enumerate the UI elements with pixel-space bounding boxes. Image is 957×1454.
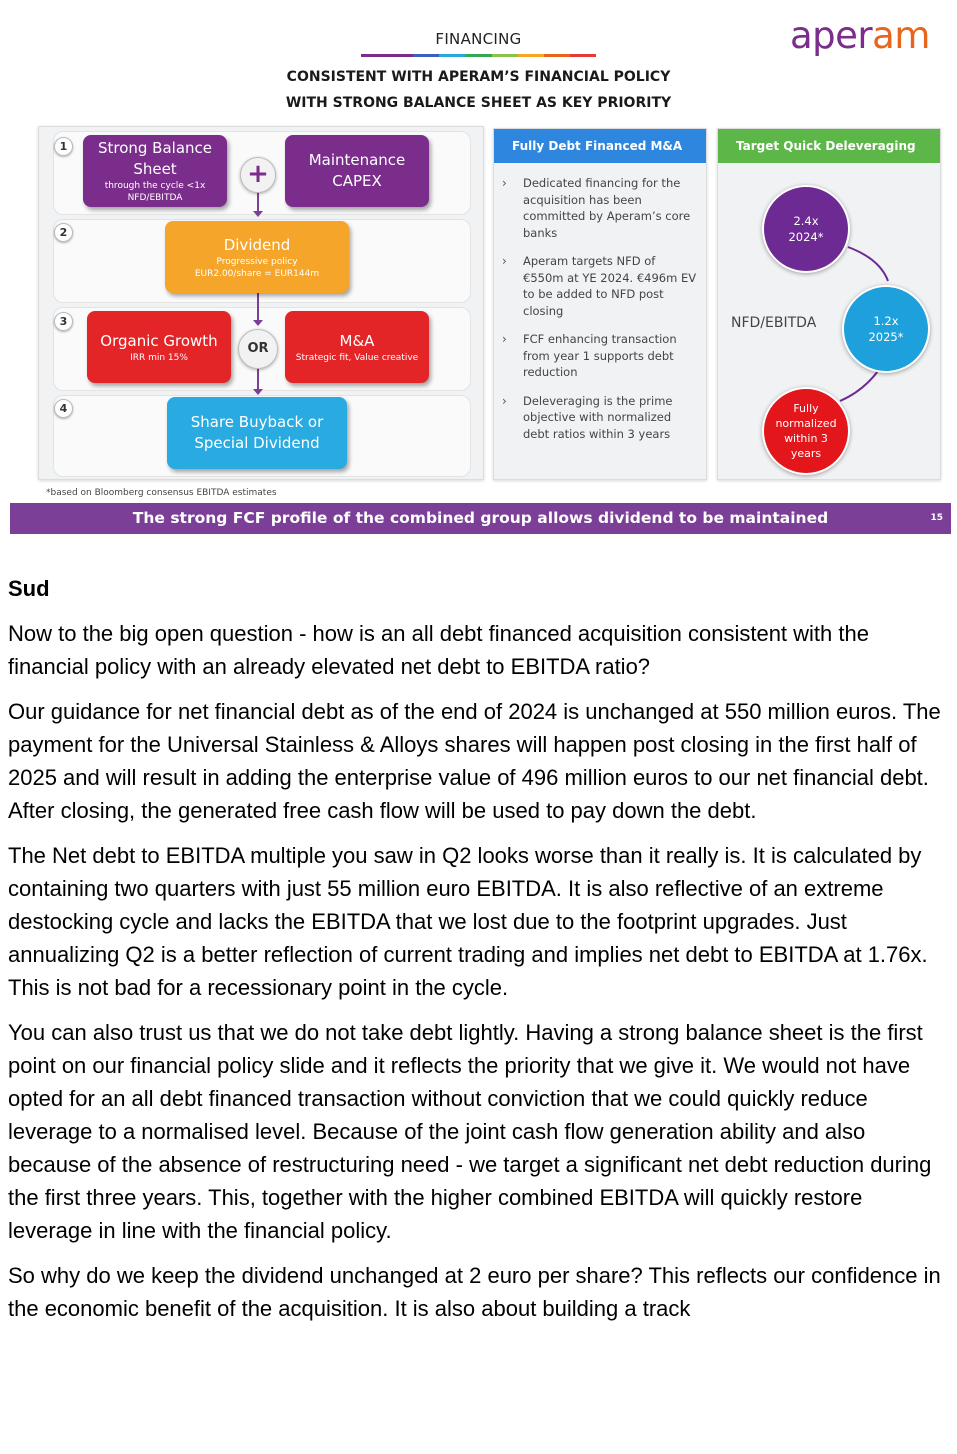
bullet-item: › Dedicated financing for the acquisition has been committed by Aperam’s core banks — [502, 176, 691, 240]
slide-footnote: *based on Bloomberg consensus EBITDA estimates — [46, 488, 277, 498]
transcript-article — [8, 575, 950, 1337]
paragraph-5: So why do we keep the dividend unchanged at 2 euro per share? This reflects our confidence in the economic benefit of the acquisition. It is also about building a track — [8, 1263, 941, 1321]
bottom-banner-text: The strong FCF profile of the combined group allows dividend to be maintained — [132, 509, 829, 527]
financial-policy-panel — [38, 126, 484, 480]
paragraph-2: Our guidance for net financial debt as of the end of 2024 is unchanged at 550 million euros. The payment for the Universal Stainless & Alloys shares will happen post closing in the first half of 2025 and will result in adding the enterprise value of 496 million euros to our net financial debt. After closing, the generated free cash flow will be used to pay down the debt. — [8, 699, 941, 823]
speaker-name: Sud — [8, 576, 50, 601]
or-badge: OR — [238, 329, 278, 369]
dividend-box: Dividend Progressive policy EUR2.00/share = EUR144m — [165, 221, 349, 293]
circle-normalized: Fully normalized within 3 years — [762, 387, 850, 475]
nfd-ebitda-label: NFD/EBITDA — [731, 315, 817, 331]
chevron-right-icon: › — [502, 176, 507, 190]
flow-arrow-icon — [253, 389, 263, 395]
maintenance-capex-box: Maintenance CAPEX — [285, 135, 429, 207]
paragraph-1: Now to the big open question - how is an all debt financed acquisition consistent with the financial policy with an already elevated net debt to EBITDA ratio? — [8, 621, 869, 679]
step-number-1: 1 — [54, 137, 73, 156]
flow-connector — [257, 293, 259, 321]
debt-financed-title: Fully Debt Financed M&A — [494, 129, 706, 163]
chevron-right-icon: › — [502, 254, 507, 268]
aperam-logo: aperam — [790, 14, 930, 57]
headline-line-1: CONSISTENT WITH APERAM’S FINANCIAL POLICY — [286, 69, 671, 85]
share-buyback-box: Share Buyback or Special Dividend — [167, 397, 347, 469]
headline-line-2: WITH STRONG BALANCE SHEET AS KEY PRIORITY — [285, 95, 672, 111]
presentation-slide — [0, 0, 957, 540]
deleveraging-title: Target Quick Deleveraging — [718, 129, 940, 163]
chevron-right-icon: › — [502, 332, 507, 346]
paragraph-4: You can also trust us that we do not take debt lightly. Having a strong balance sheet is the first point on our financial policy slide and it reflects the priority that we give it. We would not have opted for an all debt financed transaction without conviction that we could quickly reduce leverage to a normalised level. Because of the joint cash flow generation ability and also because of the absence of restructuring need - we target a significant net debt reduction during the first three years. This, together with the higher combined EBITDA will quickly restore leverage in line with the financial policy. — [8, 1020, 932, 1243]
slide-page-number: 15 — [930, 513, 943, 523]
flow-arrow-icon — [253, 211, 263, 217]
circle-2025: 1.2x 2025* — [842, 285, 930, 373]
flow-connector — [257, 191, 259, 213]
circle-2024: 2.4x 2024* — [762, 185, 850, 273]
bullet-item: › Deleveraging is the prime objective with normalized debt ratios within 3 years — [502, 393, 673, 441]
m-and-a-box: M&A Strategic fit, Value creative — [285, 311, 429, 383]
bullet-item: › FCF enhancing transaction from year 1 supports debt reduction — [502, 332, 677, 379]
plus-icon: + — [240, 157, 276, 193]
debt-financed-panel — [493, 128, 707, 480]
step-number-4: 4 — [54, 399, 73, 418]
chevron-right-icon: › — [502, 393, 507, 408]
section-title: FINANCING — [435, 30, 522, 48]
debt-financed-bullets — [494, 163, 706, 442]
accent-color-bar — [361, 54, 597, 57]
deleveraging-panel — [717, 128, 941, 480]
bottom-banner — [10, 503, 951, 534]
step-number-2: 2 — [54, 223, 73, 242]
bullet-item: › Aperam targets NFD of €550m at YE 2024. €496m EV to be added to NFD post closing — [502, 254, 697, 318]
paragraph-3: The Net debt to EBITDA multiple you saw in Q2 looks worse than it really is. It is calculated by containing two quarters with just 55 million euro EBITDA. It is also reflective of an extreme destocking cycle and lacks the EBITDA that we lost due to the footprint upgrades. Just annualizing Q2 is a better reflection of current trading and implies net debt to EBITDA at 1.76x. This is not bad for a recessionary point in the cycle. — [8, 843, 928, 1000]
step-number-3: 3 — [54, 312, 73, 331]
organic-growth-box: Organic Growth IRR min 15% — [87, 311, 231, 383]
strong-balance-sheet-box: Strong Balance Sheet through the cycle <1x NFD/EBITDA — [83, 135, 227, 207]
flow-arrow-icon — [253, 320, 263, 326]
